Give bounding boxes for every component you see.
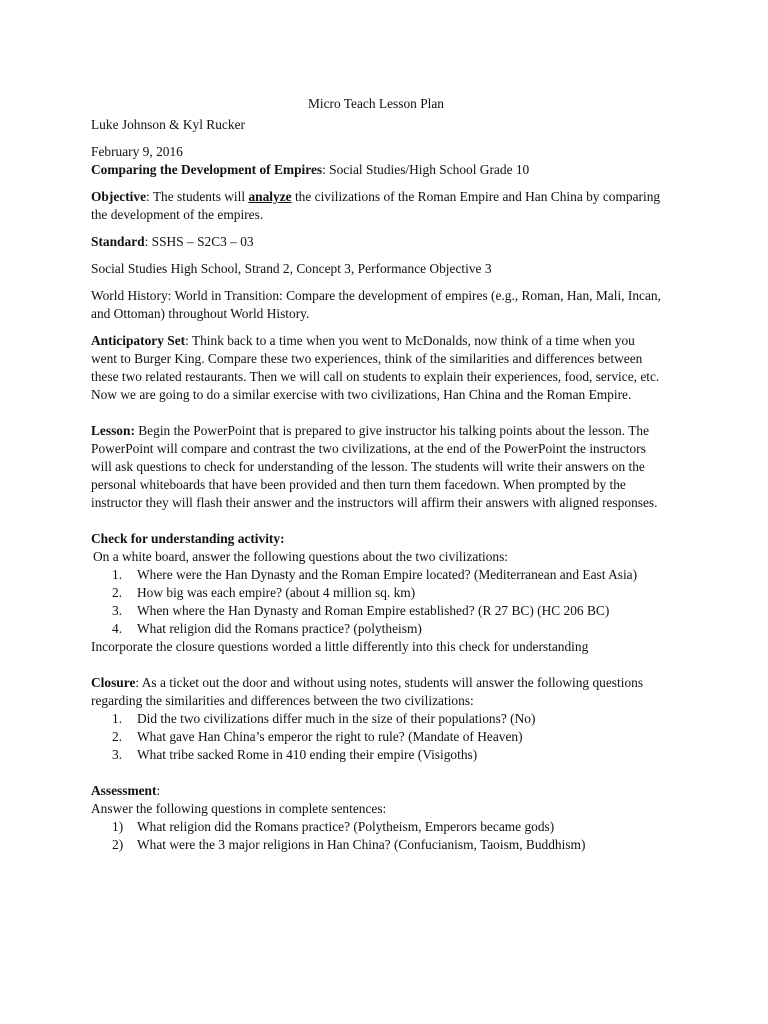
lesson-label: Lesson:	[91, 423, 135, 438]
list-item	[91, 836, 661, 854]
list-item	[91, 566, 661, 584]
list-number: 1.	[112, 711, 123, 726]
topic-line	[91, 161, 661, 179]
list-number: 3.	[112, 603, 123, 618]
objective-label: Objective	[91, 189, 147, 204]
document-title: Micro Teach Lesson Plan	[307, 96, 445, 111]
list-item	[91, 602, 661, 620]
closure-list	[91, 710, 661, 764]
list-number: 2.	[112, 729, 123, 744]
list-item	[91, 728, 661, 746]
objective-paragraph	[91, 188, 661, 224]
list-item-text: Where were the Han Dynasty and the Roman Empire located? (Mediterranean and East Asia)	[137, 567, 638, 582]
authors: Luke Johnson & Kyl Rucker	[91, 117, 245, 132]
list-number: 4.	[112, 621, 123, 636]
standard-line	[91, 233, 661, 251]
anticipatory-text: : Think back to a time when you went to McDonalds, now think of a time when you went to Burger King. Compare these two experiences, think of the similarities and differences between these two related restaurants. Then we will call on students to explain their experiences, food, service, etc. Now we are going to do a similar exercise with two civilizations, Han China and the Roman Empire.	[91, 333, 660, 402]
assessment-colon: :	[156, 783, 161, 798]
lesson-plan-body	[91, 95, 661, 854]
list-item	[91, 746, 661, 764]
check-outro: Incorporate the closure questions worded a little differently into this check for understanding	[91, 639, 589, 654]
list-item	[91, 710, 661, 728]
check-heading	[91, 530, 661, 548]
objective-text-pre: : The students will	[146, 189, 249, 204]
list-item-text: What were the 3 major religions in Han China? (Confucianism, Taoism, Buddhism)	[137, 837, 586, 852]
list-number: 1.	[112, 567, 123, 582]
list-number: 2)	[112, 837, 124, 852]
list-item-text: When where the Han Dynasty and Roman Empire established? (R 27 BC) (HC 206 BC)	[137, 603, 610, 618]
assessment-label: Assessment	[91, 783, 157, 798]
objective-emphasis: analyze	[248, 189, 292, 204]
assessment-list	[91, 818, 661, 854]
anticipatory-set-paragraph	[91, 332, 661, 404]
standard-code: : SSHS – S2C3 – 03	[144, 234, 254, 249]
list-number: 2.	[112, 585, 123, 600]
list-item-text: How big was each empire? (about 4 million sq. km)	[137, 585, 416, 600]
list-item-text: What religion did the Romans practice? (Polytheism, Emperors became gods)	[137, 819, 555, 834]
world-history-paragraph: World History: World in Transition: Compare the development of empires (e.g., Roman, Han, Mali, Incan, and Ottoman) throughout World History.	[91, 288, 661, 321]
list-item	[91, 620, 661, 638]
anticipatory-label: Anticipatory Set	[91, 333, 186, 348]
assessment-heading	[91, 782, 661, 800]
list-item	[91, 818, 661, 836]
list-item-text: Did the two civilizations differ much in the size of their populations? (No)	[137, 711, 536, 726]
check-intro: On a white board, answer the following questions about the two civilizations:	[93, 549, 509, 564]
assessment-intro: Answer the following questions in complete sentences:	[91, 801, 387, 816]
list-number: 1)	[112, 819, 124, 834]
topic-label: Comparing the Development of Empires	[91, 162, 323, 177]
standard-label: Standard	[91, 234, 145, 249]
list-item	[91, 584, 661, 602]
objective-text-post: the civilizations of the Roman Empire and Han China by comparing the development of the empires.	[91, 189, 661, 222]
closure-paragraph	[91, 674, 661, 710]
list-number: 3.	[112, 747, 123, 762]
closure-label: Closure	[91, 675, 136, 690]
date: February 9, 2016	[91, 144, 183, 159]
closure-text: : As a ticket out the door and without using notes, students will answer the following questions regarding the similarities and differences between the two civilizations:	[91, 675, 644, 708]
check-heading-text: Check for understanding activity:	[91, 531, 285, 546]
topic-rest: : Social Studies/High School Grade 10	[322, 162, 530, 177]
list-item-text: What religion did the Romans practice? (polytheism)	[137, 621, 422, 636]
list-item-text: What tribe sacked Rome in 410 ending their empire (Visigoths)	[137, 747, 478, 762]
list-item-text: What gave Han China’s emperor the right to rule? (Mandate of Heaven)	[137, 729, 523, 744]
lesson-text: Begin the PowerPoint that is prepared to give instructor his talking points about the lesson. The PowerPoint will compare and contrast the two civilizations, at the end of the PowerPoint the instructors will ask questions to check for understanding of the lesson. The students will write their answers on the personal whiteboards that have been provided and then turn them facedown. When prompted by the instructor they will flash their answer and the instructors will affirm their answers with aligned responses.	[91, 423, 658, 510]
check-list	[91, 566, 661, 638]
lesson-paragraph	[91, 422, 661, 512]
strand-line: Social Studies High School, Strand 2, Concept 3, Performance Objective 3	[91, 261, 492, 276]
